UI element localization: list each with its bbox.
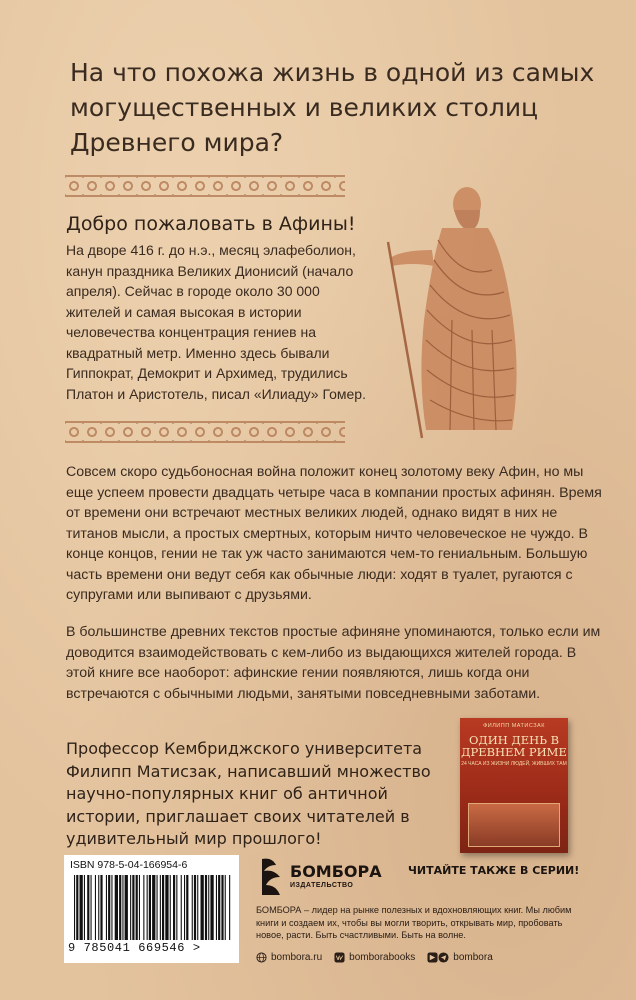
barcode-bar [125,875,128,940]
barcode [64,855,239,963]
barcode-bar [186,875,188,940]
welcome-title: Добро пожаловать в Афины! [66,213,356,235]
barcode-bar [115,875,118,940]
vk-icon [334,952,345,963]
contact-telegram[interactable] [427,952,492,963]
barcode-bar [87,875,89,940]
body-paragraph-1: Совсем скоро судьбоносная война положит конец золотому веку Афин, но мы еще успеем провести двадцать четыре часа в компании простых афинян. Время от времени они встречают местных великих людей, однако видят в них не титанов мысли, а простых смертных, которым ничто человеческое не чуждо. В конце концов, гении не так уж часто занимаются чем-то гениальным. Большую часть времени они ведут себя как обычные люди: ходят в туалет, ругаются с супругами или выпивают с друзьями. [66,464,602,603]
barcode-bar [132,875,134,940]
barcode-bar [229,875,230,940]
series-book-title: ОДИН ДЕНЬ В ДРЕВНЕМ РИМЕ [461,733,567,759]
headline: На что похожа жизнь в одной из самых могущественных и великих столиц Древнего мира? [70,58,595,157]
barcode-bar [201,875,204,940]
barcode-bar [205,875,207,940]
barcode-bar [218,875,220,940]
barcode-bar [130,875,131,940]
barcode-bar [208,875,209,940]
telegram-icon [427,952,449,963]
series-note: ЧИТАЙТЕ ТАКЖЕ В СЕРИИ! [408,864,580,877]
series-book-artwork [468,803,560,847]
barcode-bar [181,875,182,940]
barcode-bar [136,875,138,940]
barcode-bar [216,875,217,940]
barcode-bar [111,875,112,940]
greek-figure-illustration [372,180,572,440]
barcode-bar [84,875,85,940]
barcode-bar [108,875,110,940]
barcode-bar [152,875,155,940]
barcode-bar [173,875,175,940]
barcode-bar [192,875,193,940]
barcode-bar [106,875,107,940]
barcode-bar [184,875,185,940]
barcode-bar [170,875,171,940]
barcode-bar [91,875,92,940]
series-book-cover [460,718,568,853]
series-book-author: ФИЛИПП МАТИСЗАК [483,723,545,729]
author-blurb: Профессор Кембриджского университета Филипп Матисзак, написавший множество научно-популярных книг об античной истории, приглашает своих читателей в удивительный мир прошлого! [66,739,431,848]
barcode-bar [98,875,99,940]
publisher-name: БОМБОРА [290,862,382,881]
barcode-bar [197,875,198,940]
barcode-bar [160,875,161,940]
greek-ornament-border-bottom [65,421,345,443]
series-book-tagline: 24 ЧАСА ИЗ ЖИЗНИ ЛЮДЕЙ, ЖИВШИХ ТАМ [461,761,567,767]
barcode-bar [176,875,177,940]
barcode-bar [122,875,123,940]
barcode-bar [225,875,226,940]
barcode-bar [143,875,144,940]
barcode-bars [72,875,232,940]
barcode-bar [221,875,223,940]
barcode-number: 9 785041 669546 > [68,941,201,955]
barcode-bar [80,875,83,940]
greek-ornament-border-top [65,175,345,197]
barcode-bar [74,875,75,940]
barcode-bar [194,875,196,940]
contact-website-label: bombora.ru [271,951,323,963]
contact-vk[interactable] [334,952,415,963]
publisher-blurb: БОМБОРА – лидер на рынке полезных и вдохновляющих книг. Мы любим книги и создаем их, чтобы вы могли творить, открывать мир, пробовать новое, расти. Быть счастливыми. Быть на волне. [256,905,572,940]
barcode-bar [157,875,158,940]
barcode-bar [162,875,164,940]
contact-website[interactable] [256,952,322,963]
isbn-text: ISBN 978-5-04-166954-6 [70,859,188,871]
barcode-bar [210,875,213,940]
barcode-bar [147,875,148,940]
contact-telegram-label: bombora [453,951,493,963]
barcode-bar [165,875,168,940]
publisher-subtitle: ИЗДАТЕЛЬСТВО [290,882,354,889]
body-paragraph-2: В большинстве древних текстов простые афиняне упоминаются, только если им доводится взаимодействовать с кем-либо из выдающихся жителей города. В этой книге все наоборот: афинские гении появляются, лишь когда они встречаются с обычными людьми, занятыми повседневными заботами. [66,624,601,702]
barcode-bar [149,875,151,940]
bombora-logo-icon [256,855,286,900]
contact-vk-label: bomborabooks [349,951,416,963]
barcode-bar [119,875,121,940]
welcome-text: На дворе 416 г. до н.э., месяц элафеболион, канун праздника Великих Дионисий (начало апреля). Сейчас в городе около 30 000 жителей и самая высокая в истории человечества концентрация гениев на квадратный метр. Именно здесь бывали Гиппократ, Демокрит и Архимед, трудились Платон и Аристотель, писал «Илиаду» Гомер. [66,242,366,402]
globe-icon [256,952,267,963]
barcode-bar [139,875,140,940]
barcode-bar [100,875,102,940]
publisher-contacts [256,950,586,964]
barcode-bar [95,875,96,940]
barcode-bar [76,875,78,940]
